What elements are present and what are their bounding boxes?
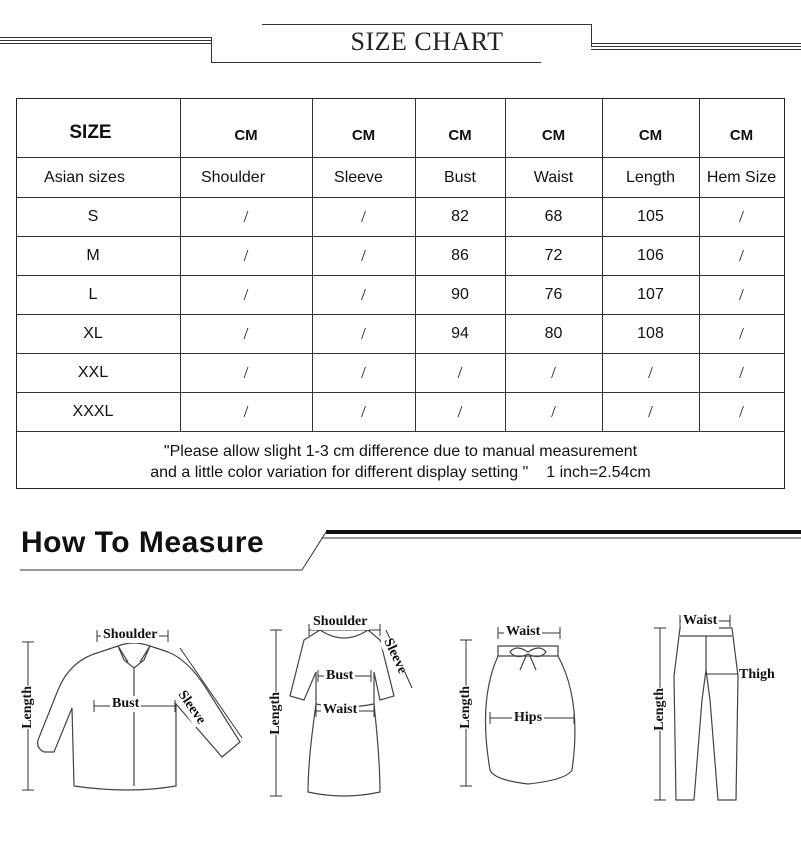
table-cell: / xyxy=(739,285,744,304)
table-cell: S xyxy=(87,208,99,225)
table-cell: 86 xyxy=(451,247,469,264)
header-cell: CM xyxy=(638,126,663,144)
table-cell: / xyxy=(361,363,366,382)
length-label: Length xyxy=(20,686,35,729)
table-cell: 80 xyxy=(544,325,563,342)
header-cell: CM xyxy=(234,126,258,144)
table-cell: 105 xyxy=(637,208,664,225)
table-cell: XL xyxy=(83,325,103,342)
page-title: SIZE CHART xyxy=(350,27,504,56)
header-cell: Bust xyxy=(443,168,476,186)
table-cell: / xyxy=(551,402,556,421)
header-cell: CM xyxy=(448,126,472,144)
header-cell: Waist xyxy=(533,168,574,186)
header-cell: Shoulder xyxy=(200,168,266,186)
table-cell: / xyxy=(457,402,463,421)
note-line: "Please allow slight 1-3 cm difference due to manual measurement xyxy=(163,443,638,460)
table-cell: 72 xyxy=(544,247,563,264)
table-cell: / xyxy=(243,246,249,265)
header-cell: SIZE xyxy=(69,122,112,143)
header-cell: Sleeve xyxy=(334,168,383,186)
section-title: How To Measure xyxy=(21,526,265,559)
thigh-label: Thigh xyxy=(739,667,775,682)
table-cell: / xyxy=(243,363,249,382)
length-label: Length xyxy=(652,688,667,731)
table-cell: / xyxy=(243,285,249,304)
shoulder-label: Shoulder xyxy=(103,627,158,642)
table-cell: M xyxy=(86,247,100,264)
table-cell: / xyxy=(648,363,653,382)
note-line: and a little color variation for different display setting " xyxy=(150,464,529,481)
hips-label: Hips xyxy=(514,710,543,725)
sleeve-label: Sleeve xyxy=(380,636,410,677)
header-cell: Length xyxy=(626,168,675,186)
waist-label: Waist xyxy=(323,702,358,717)
waist-label: Waist xyxy=(683,613,718,628)
length-label: Length xyxy=(458,686,473,729)
table-cell: / xyxy=(739,363,744,382)
table-cell: XXXL xyxy=(72,403,114,420)
table-cell: / xyxy=(648,402,653,421)
table-cell: 76 xyxy=(544,286,563,303)
sleeve-label: Sleeve xyxy=(174,688,209,728)
table-cell: XXL xyxy=(77,364,109,381)
table-cell: 106 xyxy=(637,247,664,264)
table-cell: 82 xyxy=(451,208,469,225)
length-label: Length xyxy=(268,692,283,735)
table-cell: 107 xyxy=(637,286,664,303)
table-cell: 90 xyxy=(451,286,469,303)
table-cell: / xyxy=(361,402,366,421)
table-cell: / xyxy=(739,324,744,343)
header-cell: Asian sizes xyxy=(44,168,125,186)
table-cell: / xyxy=(551,363,556,382)
bust-label: Bust xyxy=(326,668,354,683)
table-cell: / xyxy=(361,285,366,304)
table-cell: / xyxy=(739,207,744,226)
table-cell: / xyxy=(739,246,744,265)
table-cell: / xyxy=(361,207,366,226)
table-cell: / xyxy=(457,363,463,382)
table-cell: / xyxy=(243,402,249,421)
table-cell: / xyxy=(361,246,366,265)
inch-conversion: 1 inch=2.54cm xyxy=(546,464,651,481)
header-cell: CM xyxy=(541,126,566,144)
table-cell: 68 xyxy=(544,208,563,225)
table-cell: 108 xyxy=(637,325,664,342)
table-cell: / xyxy=(739,402,744,421)
table-cell: L xyxy=(88,286,98,303)
shoulder-label: Shoulder xyxy=(313,614,368,629)
table-cell: / xyxy=(243,207,249,226)
table-cell: / xyxy=(243,324,249,343)
waist-label: Waist xyxy=(506,624,541,639)
bust-label: Bust xyxy=(112,696,140,711)
header-cell: CM xyxy=(729,126,754,144)
table-cell: 94 xyxy=(451,325,469,342)
header-cell: Hem Size xyxy=(706,168,777,186)
table-cell: / xyxy=(361,324,366,343)
header-cell: CM xyxy=(351,126,376,144)
